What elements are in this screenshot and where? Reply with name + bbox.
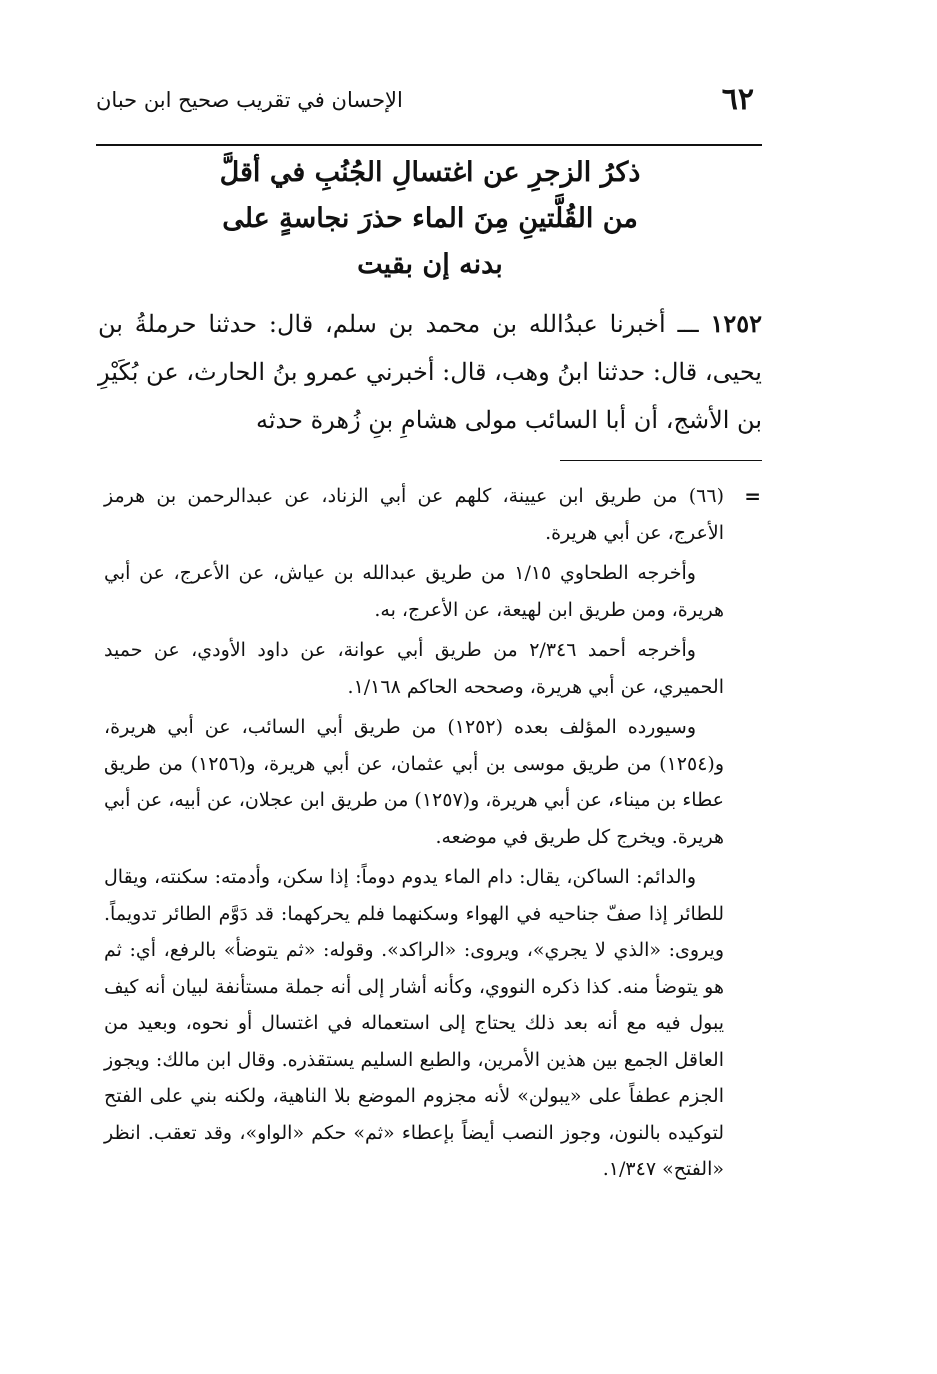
page-header	[96, 78, 762, 146]
chapter-heading-line-1: ذكرُ الزجرِ عن اغتسالِ الجُنُبِ في أقلَّ	[219, 157, 641, 188]
chapter-heading	[190, 150, 670, 288]
footnote-paragraph: والدائم: الساكن، يقال: دام الماء يدوم دوماً: إذا سكن، وأدمته: سكنته، ويقال للطائر إذا صفّ جناحيه في الهواء وسكنهما فلم يحركهما: قد دَوَّم الطائر تدويماً. ويروى: «الذي لا يجري»، ويروى: «الراكد». وقوله: «ثم يتوضأ» بالرفع، أي: ثم هو يتوضأ منه. كذا ذكره النووي، وكأنه أشار إلى أنه جملة مستأنفة لبيان أنه كيف يبول فيه مع أنه بعد ذلك يحتاج إلى استعماله في اغتسال أو نحوه، وبعيد من العاقل الجمع بين هذين الأمرين، والطبع السليم يستقذره. وقال ابن مالك: ويجوز الجزم عطفاً على «يبولن» لأنه مجزوم الموضع بلا الناهية، ولكنه بني على الفتح لتوكيده بالنون، وجوز النصب أيضاً بإعطاء «ثم» حكم «الواو»، وقد تعقب. انظر «الفتح» ١/٣٤٧.	[104, 866, 724, 1180]
footnotes	[104, 478, 724, 1192]
hadith-text: ـــ أخبرنا عبدُالله بن محمد بن سلم، قال: حدثنا حرملةُ بن يحيى، قال: حدثنا ابنُ وهب، قال: أخبرني عمرو بنُ الحارث، عن بُكَيْرِ بن الأشج، أن أبا السائب مولى هشامِ بنِ زُهرة حدثه	[98, 310, 762, 434]
footnote-divider	[560, 460, 762, 461]
hadith-paragraph	[98, 300, 762, 444]
hadith-number: ١٢٥٢	[710, 309, 763, 338]
footnote-paragraph: وأخرجه الطحاوي ١/١٥ من طريق عبدالله بن عياش، عن الأعرج، عن أبي هريرة، ومن طريق ابن لهيعة، عن الأعرج، به.	[104, 562, 724, 621]
footnote-paragraph: (٦٦) من طريق ابن عيينة، كلهم عن أبي الزناد، عن عبدالرحمن بن هرمز الأعرج، عن أبي هريرة.	[104, 485, 724, 544]
chapter-heading-line-3: بدنه إن بقيت	[357, 249, 503, 280]
footnote-paragraph: وسيورده المؤلف بعده (١٢٥٢) من طريق أبي السائب، عن أبي هريرة، و(١٢٥٤) من طريق موسى بن أبي عثمان، عن أبي هريرة، و(١٢٥٦) من طريق عطاء بن ميناء، عن أبي هريرة، و(١٢٥٧) من طريق ابن عجلان، عن أبيه، عن أبي هريرة. ويخرج كل طريق في موضعه.	[104, 716, 724, 848]
running-title: الإحسان في تقريب صحيح ابن حبان	[96, 88, 403, 112]
chapter-heading-line-2: من القُلَّتينِ مِنَ الماء حذرَ نجاسةٍ على	[222, 203, 638, 234]
page-number: ٦٢	[721, 82, 754, 117]
footnote-paragraph: وأخرجه أحمد ٢/٣٤٦ من طريق أبي عوانة، عن داود الأودي، عن حميد الحميري، عن أبي هريرة، وصححه الحاكم ١/١٦٨.	[104, 639, 724, 698]
footnote-continuation-mark: =	[744, 484, 761, 508]
